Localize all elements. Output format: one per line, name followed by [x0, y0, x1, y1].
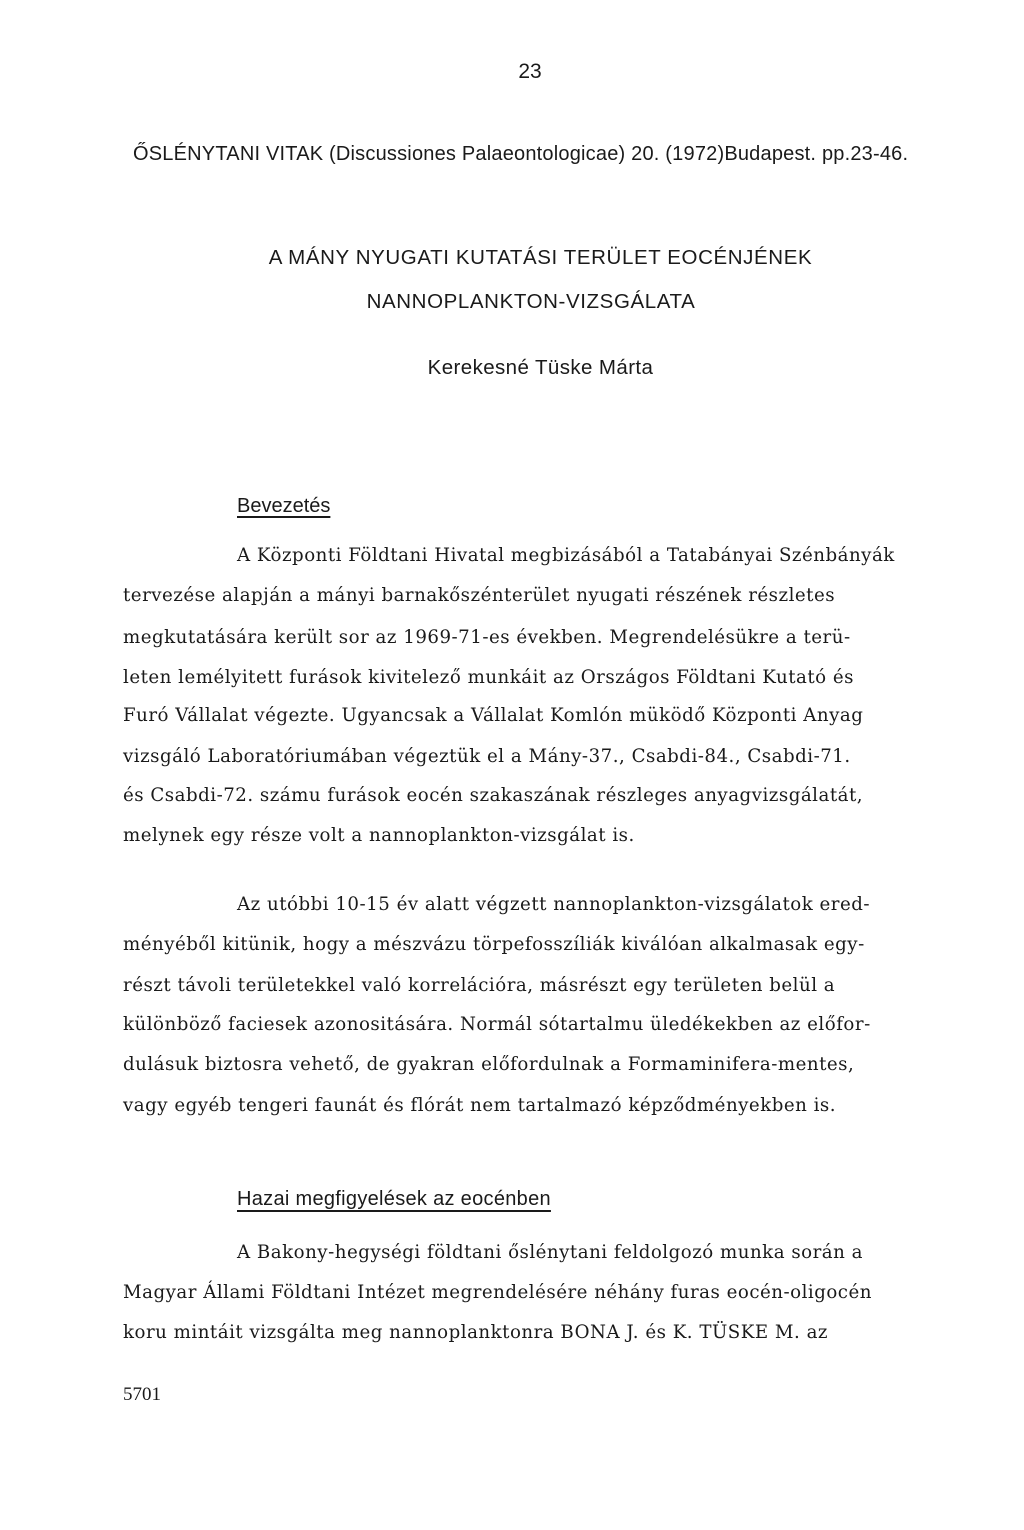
text-line: melynek egy része volt a nannoplankton-vizsgálat is.	[123, 825, 635, 846]
page-number: 23	[518, 60, 542, 83]
text-line: részt távoli területekkel való korrelációra, másrészt egy területen belül a	[123, 975, 836, 996]
text-line: Az utóbbi 10-15 év alatt végzett nannoplankton-vizsgálatok ered-	[237, 894, 871, 915]
text-line: Magyar Állami Földtani Intézet megrendelésére néhány furas eocén-oligocén	[123, 1282, 872, 1303]
text-line: leten lemélyitett furások kivitelező munkáit az Országos Földtani Kutató és	[123, 667, 854, 688]
journal-citation: ŐSLÉNYTANI VITAK (Discussiones Palaeontologicae) 20. (1972)Budapest. pp.23-46.	[133, 143, 909, 165]
article-title-line-1: A MÁNY NYUGATI KUTATÁSI TERÜLET EOCÉNJÉNEK	[268, 246, 813, 269]
text-line: ményéből kitünik, hogy a mészvázu törpefosszíliák kiválóan alkalmasak egy-	[123, 934, 865, 955]
section-heading-domestic: Hazai megfigyelések az eocénben	[237, 1188, 551, 1210]
text-line: dulásuk biztosra vehető, de gyakran előfordulnak a Formaminifera-mentes,	[123, 1054, 855, 1075]
text-line: koru mintáit vizsgálta meg nannoplanktonra BONA J. és K. TÜSKE M. az	[123, 1322, 829, 1343]
section-heading-intro: Bevezetés	[237, 495, 331, 517]
article-title-line-2: NANNOPLANKTON-VIZSGÁLATA	[366, 290, 696, 313]
author-name: Kerekesné Tüske Márta	[427, 356, 654, 379]
text-line: A Bakony-hegységi földtani őslénytani feldolgozó munka során a	[237, 1242, 863, 1263]
text-line: és Csabdi-72. számu furások eocén szakaszának részleges anyagvizsgálatát,	[123, 785, 864, 806]
text-line: különböző faciesek azonositására. Normál sótartalmu üledékekben az előfor-	[123, 1014, 871, 1035]
footer-code: 5701	[123, 1384, 161, 1405]
text-line: megkutatására került sor az 1969-71-es években. Megrendelésükre a terü-	[123, 627, 851, 648]
text-line: Furó Vállalat végezte. Ugyancsak a Vállalat Komlón müködő Központi Anyag	[123, 705, 864, 726]
text-line: vagy egyéb tengeri faunát és flórát nem tartalmazó képződményekben is.	[123, 1095, 837, 1116]
text-line: A Központi Földtani Hivatal megbizásából a Tatabányai Szénbányák	[237, 545, 895, 566]
text-line: tervezése alapján a mányi barnakőszénterület nyugati részének részletes	[123, 585, 836, 606]
text-line: vizsgáló Laboratóriumában végeztük el a Mány-37., Csabdi-84., Csabdi-71.	[123, 746, 851, 767]
